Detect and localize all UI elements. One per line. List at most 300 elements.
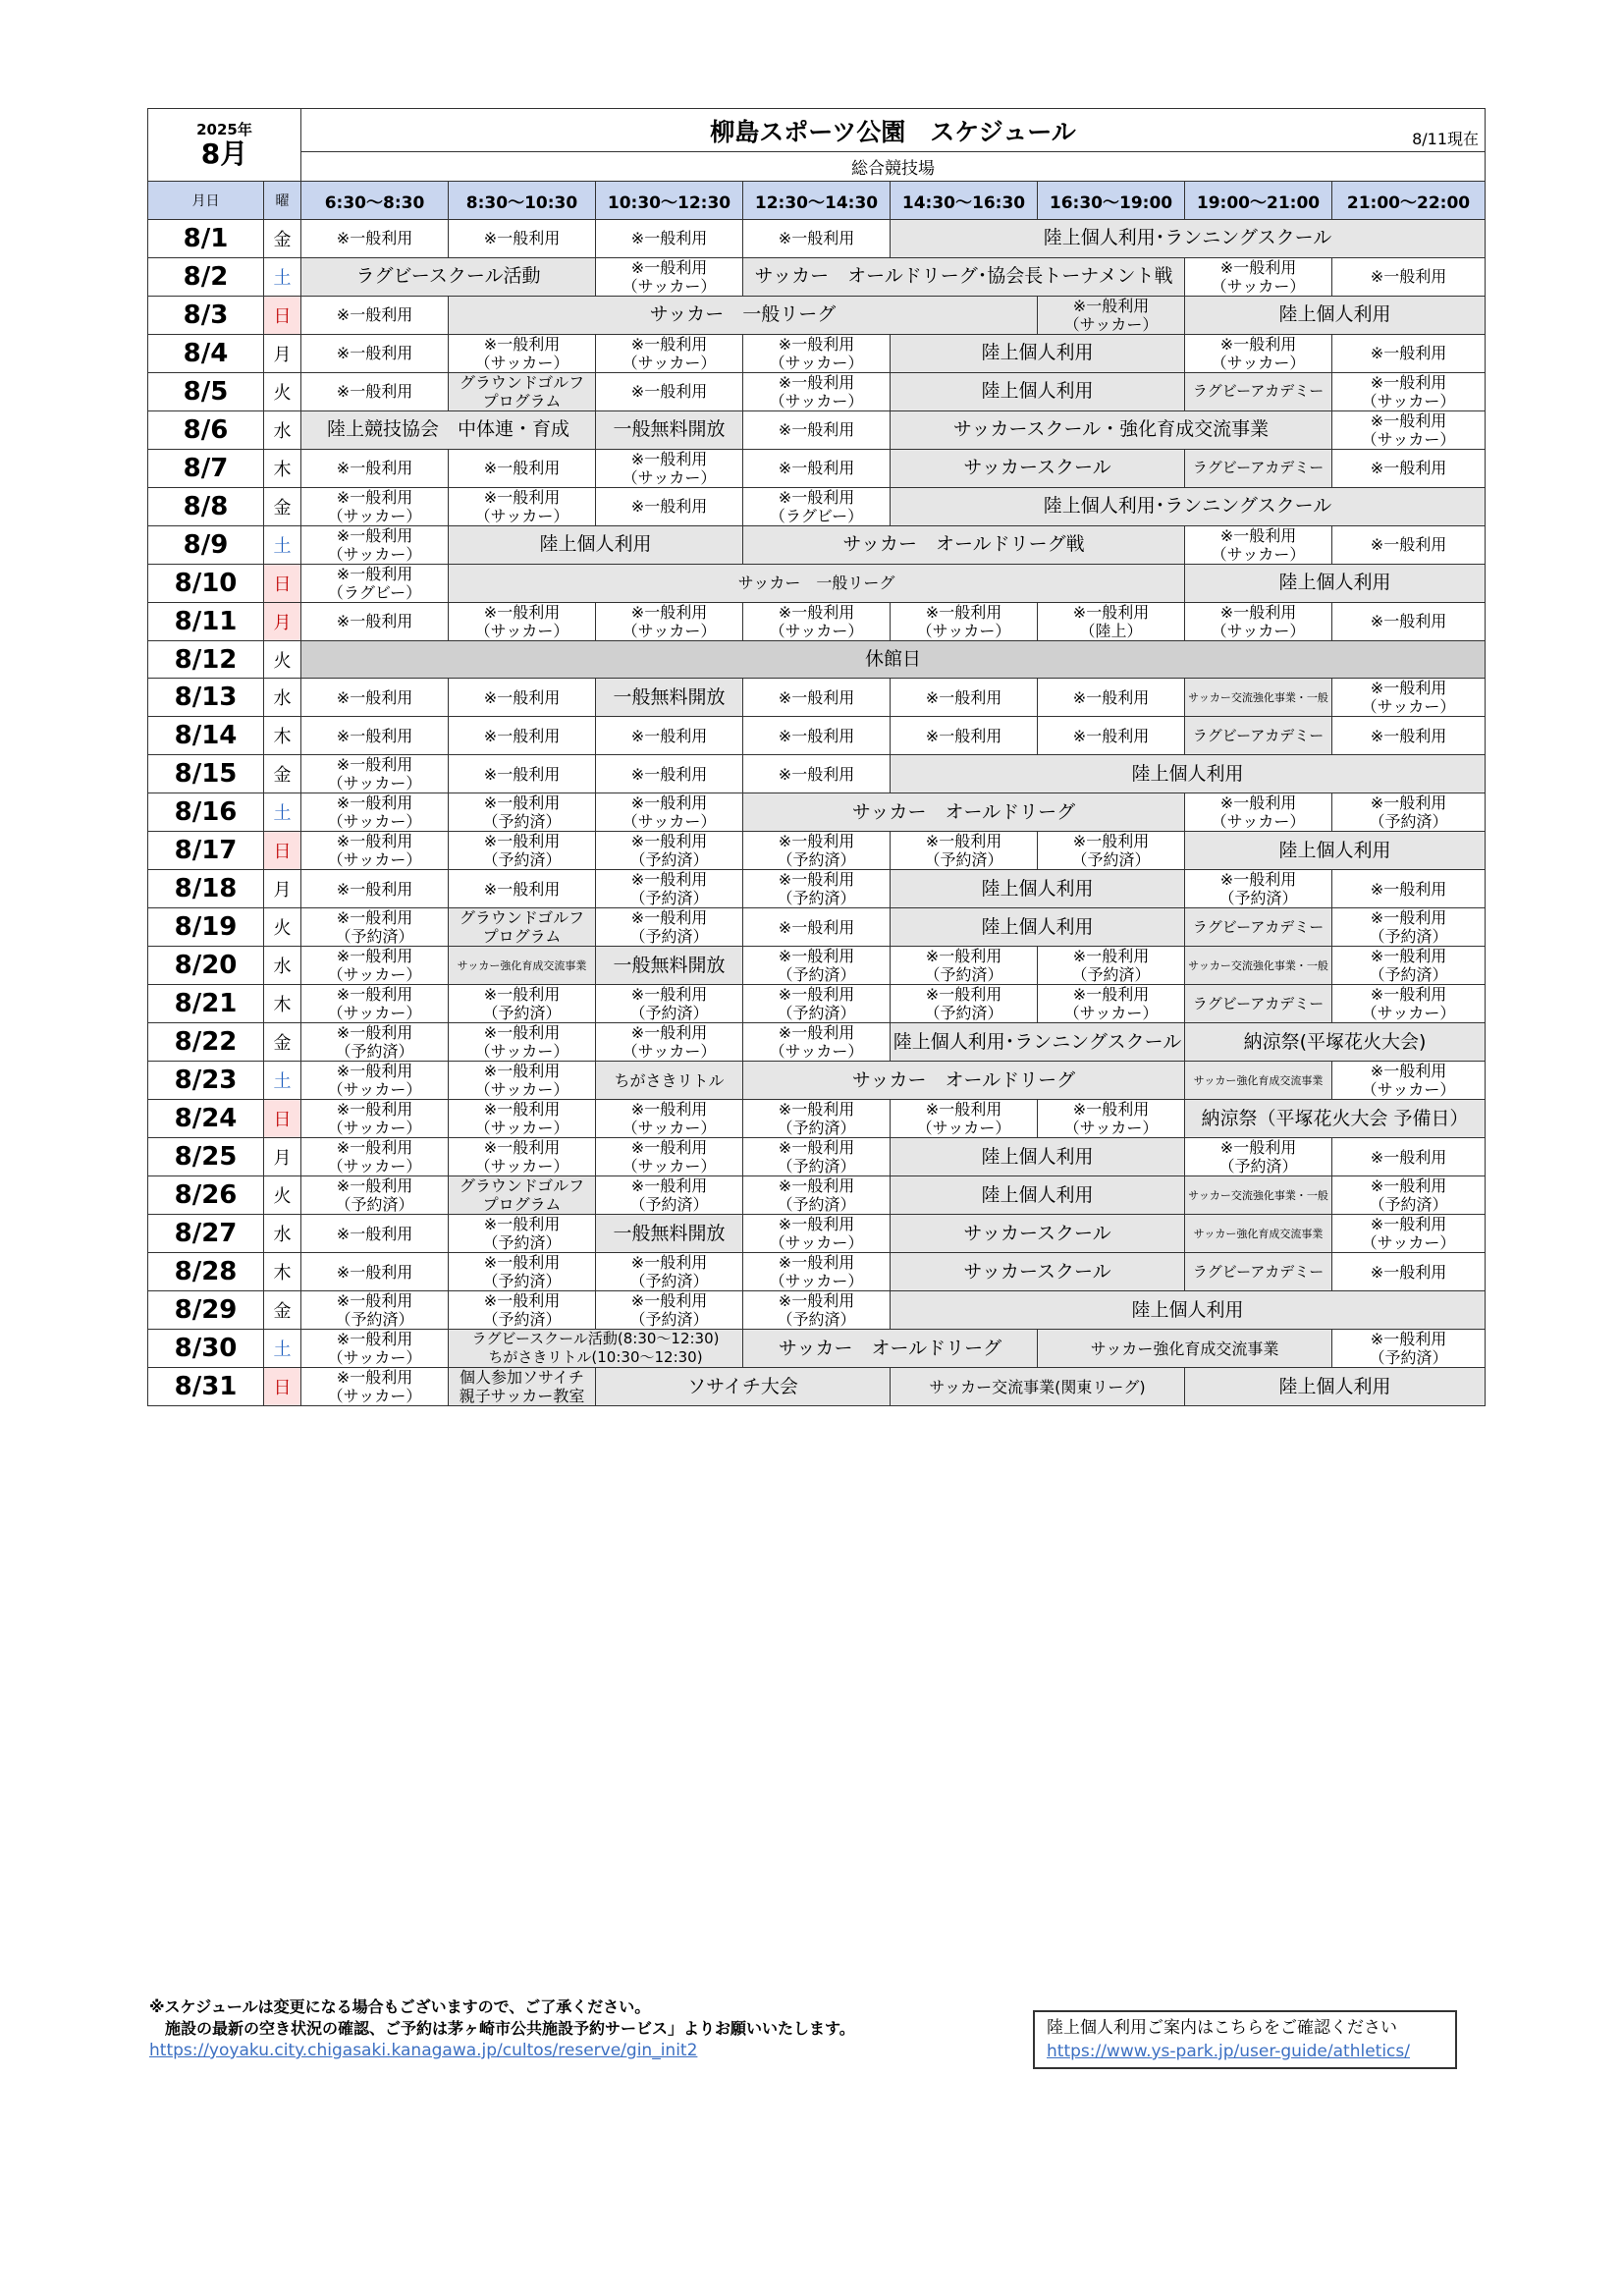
weekday-cell: 土 [264,257,301,296]
schedule-row [148,985,1486,1023]
weekday-cell: 火 [264,372,301,410]
weekday-cell: 火 [264,908,301,947]
slot-cell: 陸上個人利用 [891,755,1486,793]
slot-cell: ※一般利用 [301,372,449,410]
schedule-row [148,1253,1486,1291]
slot-cell: ※一般利用 （予約済） [1038,947,1185,985]
slot-cell: ※一般利用 （サッカー） [596,793,743,832]
slot-cell: 陸上個人利用 [891,372,1185,410]
slot-cell: サッカー強化育成交流事業 [1185,1062,1332,1100]
slot-cell: ※一般利用 [301,679,449,717]
slot-cell: ※一般利用 [1038,679,1185,717]
slot-cell: ※一般利用 （サッカー） [1332,372,1486,410]
date-cell: 8/31 [148,1368,264,1406]
weekday-cell: 日 [264,1100,301,1138]
date-cell: 8/29 [148,1291,264,1330]
slot-cell: 個人参加ソサイチ 親子サッカー教室 [449,1368,596,1406]
date-cell: 8/17 [148,832,264,870]
slot-header: 12:30～14:30 [743,182,891,220]
schedule-row [148,220,1486,258]
slot-cell: サッカー強化育成交流事業 [1185,1215,1332,1253]
date-cell: 8/14 [148,717,264,755]
slot-cell: ラグビーアカデミー [1185,985,1332,1023]
slot-cell: ※一般利用 [449,755,596,793]
slot-cell: サッカー オールドリーグ [743,1330,1038,1368]
slot-cell: ※一般利用 （サッカー） [1332,1215,1486,1253]
slot-cell: ※一般利用 （サッカー） [449,334,596,372]
slot-cell: ※一般利用 （予約済） [596,832,743,870]
slot-cell: ※一般利用 [301,334,449,372]
slot-cell: ※一般利用 （予約済） [743,870,891,908]
slot-cell: ※一般利用 [1332,870,1486,908]
schedule-row [148,257,1486,296]
weekday-cell: 土 [264,1062,301,1100]
weekday-cell: 土 [264,525,301,564]
slot-cell: ※一般利用 [743,410,891,449]
slot-cell: 一般無料開放 [596,947,743,985]
slot-cell: ※一般利用 （予約済） [301,1291,449,1330]
slot-cell: ※一般利用 （サッカー） [1185,793,1332,832]
slot-cell: ラグビーアカデミー [1185,372,1332,410]
date-cell: 8/1 [148,220,264,258]
weekday-cell: 日 [264,832,301,870]
slot-cell: ※一般利用 [301,449,449,487]
slot-cell: ※一般利用 （サッカー） [596,1023,743,1062]
slot-cell: ※一般利用 [743,717,891,755]
slot-cell: ※一般利用 （予約済） [596,1176,743,1215]
slot-cell: ※一般利用 （予約済） [743,1100,891,1138]
slot-cell: ※一般利用 （予約済） [743,1291,891,1330]
slot-cell: ※一般利用 （予約済） [301,1023,449,1062]
date-cell: 8/30 [148,1330,264,1368]
athletics-info-box [1033,2010,1457,2069]
slot-cell: ※一般利用 （予約済） [301,908,449,947]
slot-cell: ※一般利用 [743,679,891,717]
slot-cell: ※一般利用 [301,1215,449,1253]
slot-cell: ※一般利用 [891,679,1038,717]
slot-cell: ※一般利用 [743,220,891,258]
slot-cell: ※一般利用 [301,296,449,334]
slot-cell: ※一般利用 （予約済） [891,832,1038,870]
date-cell: 8/12 [148,640,264,679]
slot-cell: サッカー 一般リーグ [449,564,1185,602]
slot-cell: ※一般利用 （サッカー） [1185,334,1332,372]
schedule-row [148,908,1486,947]
schedule-row [148,1023,1486,1062]
date-cell: 8/25 [148,1138,264,1176]
slot-cell: ※一般利用 （サッカー） [301,985,449,1023]
slot-cell: ラグビースクール活動 [301,257,596,296]
slot-cell: サッカースクール・強化育成交流事業 [891,410,1332,449]
date-cell: 8/10 [148,564,264,602]
note-line-1: ※スケジュールは変更になる場合もございますので、ご了承ください。 [149,1997,651,2016]
weekday-cell: 火 [264,1176,301,1215]
slot-cell: ※一般利用 （予約済） [1332,908,1486,947]
slot-cell: ※一般利用 （予約済） [1185,870,1332,908]
slot-cell: ※一般利用 [301,602,449,640]
schedule-row [148,793,1486,832]
slot-cell: ※一般利用 （サッカー） [891,602,1038,640]
slot-cell: ※一般利用 [1332,525,1486,564]
schedule-row [148,602,1486,640]
slot-cell: 陸上個人利用･ランニングスクール [891,487,1486,525]
dow-column-header: 曜 [264,182,301,220]
slot-cell: ※一般利用 （ラグビー） [743,487,891,525]
slot-cell: サッカースクール [891,1253,1185,1291]
slot-cell: ※一般利用 （予約済） [596,1291,743,1330]
schedule-row [148,679,1486,717]
slot-cell: ※一般利用 （サッカー） [301,1138,449,1176]
slot-cell: ※一般利用 （サッカー） [301,487,449,525]
slot-cell: ※一般利用 [743,755,891,793]
slot-cell: ※一般利用 [449,220,596,258]
slot-cell: ※一般利用 （予約済） [1185,1138,1332,1176]
slot-cell: 陸上競技協会 中体連・育成 [301,410,596,449]
slot-cell: ※一般利用 （サッカー） [1038,1100,1185,1138]
slot-cell: ※一般利用 （サッカー） [1332,985,1486,1023]
date-cell: 8/22 [148,1023,264,1062]
slot-cell: 納涼祭(平塚花火大会) [1185,1023,1486,1062]
slot-cell: ※一般利用 （陸上） [1038,602,1185,640]
date-cell: 8/11 [148,602,264,640]
date-cell: 8/24 [148,1100,264,1138]
slot-cell: ※一般利用 （サッカー） [743,334,891,372]
slot-cell: ※一般利用 [1332,334,1486,372]
schedule-row [148,1100,1486,1138]
column-header-row [148,182,1486,220]
schedule-row [148,1062,1486,1100]
slot-cell: ※一般利用 （サッカー） [596,1138,743,1176]
slot-cell: ※一般利用 （サッカー） [743,372,891,410]
slot-cell: ※一般利用 [1332,1138,1486,1176]
venue-label: 総合競技場 [301,152,1486,182]
slot-header: 16:30～19:00 [1038,182,1185,220]
weekday-cell: 木 [264,985,301,1023]
slot-cell: ※一般利用 [596,487,743,525]
date-cell: 8/16 [148,793,264,832]
notes [149,1996,855,2061]
slot-cell: ラグビーアカデミー [1185,908,1332,947]
slot-cell: ※一般利用 （サッカー） [743,1215,891,1253]
schedule-row [148,947,1486,985]
date-cell: 8/23 [148,1062,264,1100]
slot-cell: 陸上個人利用･ランニングスクール [891,220,1486,258]
schedule-row [148,564,1486,602]
schedule-row [148,755,1486,793]
date-cell: 8/15 [148,755,264,793]
date-cell: 8/20 [148,947,264,985]
slot-cell: 陸上個人利用 [1185,564,1486,602]
schedule-row [148,410,1486,449]
slot-cell: ※一般利用 （予約済） [743,985,891,1023]
slot-cell: ※一般利用 [596,372,743,410]
slot-cell: ※一般利用 （予約済） [449,1253,596,1291]
slot-cell: ※一般利用 （サッカー） [1185,257,1332,296]
slot-cell: サッカー 一般リーグ [449,296,1038,334]
athletics-info-text: 陸上個人利用ご案内はこちらをご確認ください [1047,2018,1397,2038]
slot-cell: サッカー交流強化事業・一般 [1185,1176,1332,1215]
slot-cell: ※一般利用 （サッカー） [596,449,743,487]
weekday-cell: 水 [264,410,301,449]
date-cell: 8/13 [148,679,264,717]
schedule-row [148,870,1486,908]
date-cell: 8/3 [148,296,264,334]
date-cell: 8/21 [148,985,264,1023]
date-cell: 8/9 [148,525,264,564]
slot-cell: ※一般利用 （サッカー） [301,1330,449,1368]
slot-cell: 陸上個人利用 [1185,1368,1486,1406]
slot-cell: ※一般利用 （予約済） [1332,1176,1486,1215]
as-of-date: 8/11現在 [1412,130,1480,148]
date-cell: 8/5 [148,372,264,410]
slot-cell: ※一般利用 （予約済） [1332,947,1486,985]
weekday-cell: 土 [264,793,301,832]
slot-cell: ※一般利用 [1332,257,1486,296]
schedule-sheet [147,108,1485,1406]
slot-cell: ※一般利用 [449,870,596,908]
slot-cell: ※一般利用 （サッカー） [449,1023,596,1062]
slot-cell: ※一般利用 （予約済） [301,1176,449,1215]
slot-cell: ※一般利用 [743,449,891,487]
slot-cell: ※一般利用 （予約済） [743,832,891,870]
weekday-cell: 金 [264,755,301,793]
weekday-cell: 月 [264,1138,301,1176]
date-column-header: 月日 [148,182,264,220]
slot-cell: ※一般利用 （予約済） [596,870,743,908]
slot-cell: サッカー強化育成交流事業 [1038,1330,1332,1368]
schedule-table [147,108,1486,1406]
slot-cell: ※一般利用 （サッカー） [449,1138,596,1176]
slot-cell: ※一般利用 （サッカー） [301,525,449,564]
date-cell: 8/19 [148,908,264,947]
slot-cell: ※一般利用 （サッカー） [1185,525,1332,564]
slot-cell: サッカースクール [891,449,1185,487]
date-cell: 8/8 [148,487,264,525]
year-label: 2025年 [196,120,252,138]
schedule-row [148,832,1486,870]
schedule-row [148,717,1486,755]
slot-cell: ※一般利用 （サッカー） [301,1062,449,1100]
slot-cell: ※一般利用 （予約済） [1038,832,1185,870]
slot-cell: ラグビースクール活動(8:30～12:30) ちがさきリトル(10:30～12:30) [449,1330,743,1368]
slot-cell: ※一般利用 （予約済） [449,793,596,832]
slot-cell: 陸上個人利用 [891,1291,1486,1330]
slot-cell: ※一般利用 （サッカー） [1185,602,1332,640]
slot-cell: 陸上個人利用 [891,334,1185,372]
weekday-cell: 水 [264,679,301,717]
weekday-cell: 日 [264,296,301,334]
weekday-cell: 月 [264,334,301,372]
slot-cell: 陸上個人利用 [891,908,1185,947]
slot-cell: ※一般利用 （サッカー） [596,334,743,372]
note-line-2: 施設の最新の空き状況の確認、ご予約は茅ヶ崎市公共施設予約サービス」よりお願いいたします。 [149,2019,855,2038]
schedule-row [148,525,1486,564]
slot-cell: 一般無料開放 [596,410,743,449]
slot-cell: ※一般利用 [1332,1253,1486,1291]
slot-cell: サッカー強化育成交流事業 [449,947,596,985]
slot-cell: サッカー オールドリーグ [743,793,1185,832]
slot-cell: 陸上個人利用 [449,525,743,564]
slot-cell: ※一般利用 （予約済） [449,832,596,870]
slot-cell: ※一般利用 （予約済） [1332,793,1486,832]
slot-cell: ※一般利用 （予約済） [596,985,743,1023]
slot-cell: ※一般利用 （サッカー） [449,1100,596,1138]
slot-cell: ※一般利用 （サッカー） [1332,1062,1486,1100]
slot-cell: ※一般利用 [1038,717,1185,755]
slot-cell: ※一般利用 [743,908,891,947]
weekday-cell: 土 [264,1330,301,1368]
weekday-cell: 木 [264,449,301,487]
slot-cell: ※一般利用 （予約済） [743,947,891,985]
date-cell: 8/27 [148,1215,264,1253]
date-cell: 8/26 [148,1176,264,1215]
slot-cell: ※一般利用 （予約済） [449,985,596,1023]
slot-cell: ※一般利用 [301,717,449,755]
weekday-cell: 水 [264,947,301,985]
slot-cell: ※一般利用 （サッカー） [743,1253,891,1291]
slot-cell: グラウンドゴルフ プログラム [449,1176,596,1215]
slot-header: 14:30～16:30 [891,182,1038,220]
slot-cell: グラウンドゴルフ プログラム [449,372,596,410]
slot-header: 8:30～10:30 [449,182,596,220]
slot-cell: ※一般利用 （予約済） [449,1215,596,1253]
slot-cell: ※一般利用 （サッカー） [596,1100,743,1138]
weekday-cell: 火 [264,640,301,679]
slot-cell: ※一般利用 [1332,449,1486,487]
slot-cell: ※一般利用 [596,755,743,793]
slot-cell: 一般無料開放 [596,1215,743,1253]
slot-cell: サッカー オールドリーグ戦 [743,525,1185,564]
slot-cell: ※一般利用 （サッカー） [301,755,449,793]
schedule-row [148,1138,1486,1176]
reservation-link[interactable]: https://yoyaku.city.chigasaki.kanagawa.jp/cultos/reserve/gin_init2 [149,2041,698,2060]
weekday-cell: 金 [264,220,301,258]
slot-cell: ※一般利用 （サッカー） [596,257,743,296]
slot-cell: ※一般利用 （サッカー） [449,1062,596,1100]
year-month-cell [148,109,301,182]
slot-cell: サッカースクール [891,1215,1185,1253]
slot-cell: ※一般利用 （予約済） [596,1253,743,1291]
slot-cell: ※一般利用 （サッカー） [301,1100,449,1138]
schedule-row [148,449,1486,487]
slot-cell: ※一般利用 [596,220,743,258]
schedule-row [148,640,1486,679]
slot-cell: ※一般利用 （サッカー） [596,602,743,640]
slot-cell: 一般無料開放 [596,679,743,717]
slot-cell: サッカー交流強化事業・一般 [1185,947,1332,985]
slot-cell: ※一般利用 （予約済） [891,947,1038,985]
slot-header: 10:30～12:30 [596,182,743,220]
slot-cell: ※一般利用 [1332,717,1486,755]
slot-cell: サッカー交流強化事業・一般 [1185,679,1332,717]
schedule-row [148,1368,1486,1406]
athletics-info-link[interactable]: https://www.ys-park.jp/user-guide/athletics/ [1047,2042,1410,2061]
slot-cell: ※一般利用 （サッカー） [301,793,449,832]
slot-cell: ※一般利用 （サッカー） [301,1368,449,1406]
schedule-row [148,334,1486,372]
slot-cell: ※一般利用 （サッカー） [743,1023,891,1062]
slot-cell: ※一般利用 [301,1253,449,1291]
weekday-cell: 木 [264,717,301,755]
slot-cell: ※一般利用 （予約済） [891,985,1038,1023]
slot-cell: ※一般利用 （ラグビー） [301,564,449,602]
date-cell: 8/18 [148,870,264,908]
slot-cell: ※一般利用 （サッカー） [1038,296,1185,334]
slot-cell: ※一般利用 （サッカー） [1332,410,1486,449]
slot-cell: ちがさきリトル [596,1062,743,1100]
weekday-cell: 月 [264,602,301,640]
slot-cell: ラグビーアカデミー [1185,717,1332,755]
weekday-cell: 月 [264,870,301,908]
weekday-cell: 水 [264,1215,301,1253]
slot-cell: ※一般利用 （予約済） [743,1176,891,1215]
slot-cell: グラウンドゴルフ プログラム [449,908,596,947]
slot-cell: ※一般利用 （サッカー） [1038,985,1185,1023]
slot-cell: 陸上個人利用 [1185,832,1486,870]
slot-cell: ※一般利用 [301,220,449,258]
slot-cell: ※一般利用 [449,679,596,717]
slot-cell: ラグビーアカデミー [1185,449,1332,487]
slot-cell: サッカー オールドリーグ･協会長トーナメント戦 [743,257,1185,296]
page-title: 柳島スポーツ公園 スケジュール [710,117,1076,146]
slot-cell: ※一般利用 （サッカー） [891,1100,1038,1138]
slot-cell: ※一般利用 （サッカー） [449,487,596,525]
slot-cell: ※一般利用 （サッカー） [301,832,449,870]
weekday-cell: 金 [264,1291,301,1330]
slot-cell: ※一般利用 [596,717,743,755]
schedule-row [148,487,1486,525]
slot-cell: ※一般利用 [301,870,449,908]
slot-cell: ※一般利用 （サッカー） [1332,679,1486,717]
schedule-row [148,1215,1486,1253]
slot-cell: ラグビーアカデミー [1185,1253,1332,1291]
weekday-cell: 日 [264,1368,301,1406]
date-cell: 8/28 [148,1253,264,1291]
date-cell: 8/2 [148,257,264,296]
page-title-cell [301,109,1486,152]
weekday-cell: 金 [264,1023,301,1062]
slot-cell: ※一般利用 （予約済） [449,1291,596,1330]
slot-cell: 陸上個人利用 [891,1176,1185,1215]
slot-cell: サッカー交流事業(関東リーグ) [891,1368,1185,1406]
slot-cell: 陸上個人利用 [891,870,1185,908]
slot-header: 21:00～22:00 [1332,182,1486,220]
slot-cell: ※一般利用 （サッカー） [301,947,449,985]
weekday-cell: 木 [264,1253,301,1291]
date-cell: 8/6 [148,410,264,449]
date-cell: 8/4 [148,334,264,372]
weekday-cell: 日 [264,564,301,602]
slot-header: 6:30～8:30 [301,182,449,220]
slot-cell: ※一般利用 [449,449,596,487]
schedule-row [148,296,1486,334]
schedule-row [148,1291,1486,1330]
slot-cell: 陸上個人利用 [1185,296,1486,334]
slot-cell: 陸上個人利用 [891,1138,1185,1176]
closed-day-cell: 休館日 [301,640,1486,679]
slot-cell: ※一般利用 [449,717,596,755]
slot-cell: ソサイチ大会 [596,1368,891,1406]
slot-cell: ※一般利用 （予約済） [596,908,743,947]
schedule-row [148,1330,1486,1368]
slot-cell: サッカー オールドリーグ [743,1062,1185,1100]
slot-cell: 納涼祭（平塚花火大会 予備日） [1185,1100,1486,1138]
weekday-cell: 金 [264,487,301,525]
slot-header: 19:00～21:00 [1185,182,1332,220]
slot-cell: 陸上個人利用･ランニングスクール [891,1023,1185,1062]
slot-cell: ※一般利用 [891,717,1038,755]
month-label: 8月 [200,137,248,170]
